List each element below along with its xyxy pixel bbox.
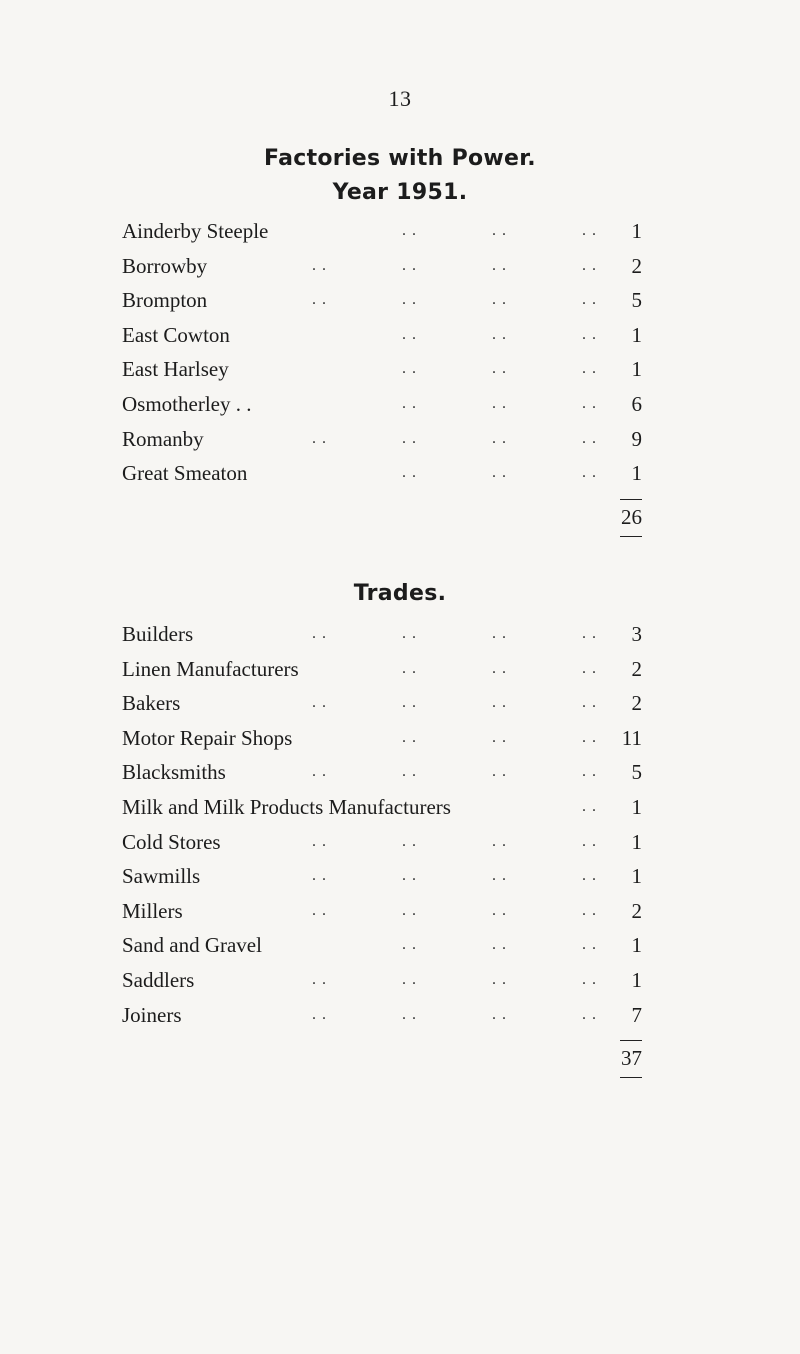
row-label: Motor Repair Shops xyxy=(122,721,298,756)
row-label: Linen Manufacturers xyxy=(122,652,305,687)
table-row: . . . . . . Ainderby Steeple 1 xyxy=(122,214,642,249)
row-label: Great Smeaton xyxy=(122,456,253,491)
row-value: 5 xyxy=(631,288,642,313)
row-value: 6 xyxy=(631,391,642,416)
factories-heading: Factories with Power. xyxy=(264,146,536,171)
row-value: 1 xyxy=(631,322,642,347)
table-row: . . . . . . . . Sawmills 1 xyxy=(122,859,642,894)
row-label: Joiners xyxy=(122,998,188,1033)
total-value: 37 xyxy=(621,1046,642,1071)
table-row: . . . . . . . . Borrowby 2 xyxy=(122,249,642,284)
row-label: Borrowby xyxy=(122,249,213,284)
row-label: Saddlers xyxy=(122,963,200,998)
row-value: 2 xyxy=(631,898,642,923)
row-value: 2 xyxy=(631,656,642,681)
row-value: 11 xyxy=(621,725,642,750)
table-row: . . . . . . . . Builders 3 xyxy=(122,617,642,652)
row-value: 1 xyxy=(631,794,642,819)
row-value: 1 xyxy=(631,357,642,382)
table-row: . . . . . . East Harlsey 1 xyxy=(122,352,642,387)
table-row: . . . . . . Osmotherley . . 6 xyxy=(122,387,642,422)
total-value: 26 xyxy=(621,504,642,529)
row-value: 1 xyxy=(631,933,642,958)
page-number: 13 xyxy=(388,86,412,111)
table-row: . . . . . . Linen Manufacturers 2 xyxy=(122,652,642,687)
row-label: Builders xyxy=(122,617,199,652)
row-value: 1 xyxy=(631,219,642,243)
row-label: Millers xyxy=(122,894,189,929)
row-value: 1 xyxy=(631,967,642,992)
row-label: Osmotherley . . xyxy=(122,387,257,422)
total-rule-bottom xyxy=(620,536,642,537)
row-value: 1 xyxy=(631,829,642,854)
table-row: . . . . . . . . Brompton 5 xyxy=(122,283,642,318)
row-label: Cold Stores xyxy=(122,825,227,860)
row-value: 5 xyxy=(631,760,642,785)
trades-heading: Trades. xyxy=(353,581,447,606)
table-row: . . . . . . . . Blacksmiths 5 xyxy=(122,755,642,790)
table-row: . . . . . . Sand and Gravel 1 xyxy=(122,928,642,963)
row-label: Sand and Gravel xyxy=(122,928,268,963)
row-label: Sawmills xyxy=(122,859,206,894)
row-value: 7 xyxy=(631,1002,642,1027)
row-label: Milk and Milk Products Manufacturers xyxy=(122,790,457,825)
row-value: 3 xyxy=(631,622,642,646)
row-label: Bakers xyxy=(122,686,186,721)
factories-table xyxy=(122,214,642,537)
row-label: East Cowton xyxy=(122,318,236,353)
table-row: . . . . . . Motor Repair Shops 11 xyxy=(122,721,642,756)
table-row: . . . . . . . . Saddlers 1 xyxy=(122,963,642,998)
row-label: East Harlsey xyxy=(122,352,235,387)
row-label: Blacksmiths xyxy=(122,755,232,790)
table-row: . . . . . . . . Bakers 2 xyxy=(122,686,642,721)
trades-table xyxy=(122,617,642,1078)
table-row: . . . . . . East Cowton 1 xyxy=(122,318,642,353)
table-row: . . Milk and Milk Products Manufacturers 1 xyxy=(122,790,642,825)
row-value: 9 xyxy=(631,426,642,451)
total-rule-bottom xyxy=(620,1077,642,1078)
row-value: 1 xyxy=(631,461,642,486)
row-label: Ainderby Steeple xyxy=(122,214,274,249)
row-value: 2 xyxy=(631,253,642,278)
table-row: . . . . . . . . Joiners 7 xyxy=(122,998,642,1033)
table-row: . . . . . . . . Millers 2 xyxy=(122,894,642,929)
row-value: 2 xyxy=(631,691,642,716)
table-row: . . . . . . . . Cold Stores 1 xyxy=(122,825,642,860)
row-value: 1 xyxy=(631,864,642,889)
row-label: Brompton xyxy=(122,283,213,318)
year-subheading: Year 1951. xyxy=(332,180,468,205)
row-label: Romanby xyxy=(122,422,210,457)
table-row: . . . . . . Great Smeaton 1 xyxy=(122,456,642,491)
table-row: . . . . . . . . Romanby 9 xyxy=(122,422,642,457)
